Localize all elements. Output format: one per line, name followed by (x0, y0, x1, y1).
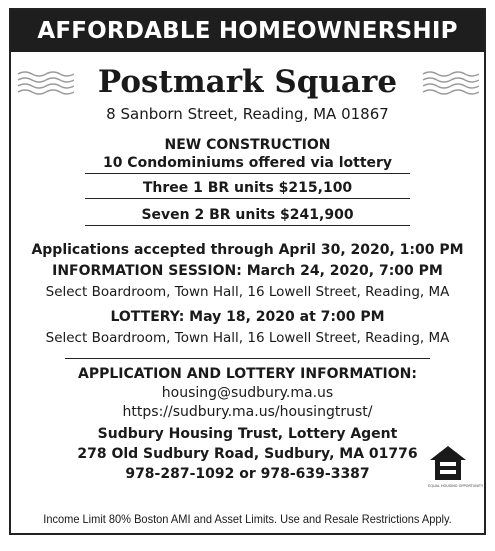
headline-text: AFFORDABLE HOMEOWNERSHIP (37, 18, 458, 44)
application-deadline: Applications accepted through April 30, 2020, 1:00 PM (31, 242, 464, 258)
construction-label: NEW CONSTRUCTION (164, 137, 331, 153)
flyer (9, 8, 486, 535)
title-row (11, 60, 484, 104)
wave-lines-icon (16, 70, 74, 96)
contact-phones: 978-287-1092 or 978-639-3387 (125, 466, 370, 482)
equal-housing-logo (428, 444, 484, 490)
agent-address: 278 Old Sudbury Road, Sudbury, MA 01776 (77, 446, 418, 462)
headline-banner (11, 10, 484, 52)
unit-price-2br: Seven 2 BR units $241,900 (85, 207, 410, 226)
footer-restrictions: Income Limit 80% Boston AMI and Asset Limits. Use and Resale Restrictions Apply. (43, 512, 452, 526)
lottery-date: LOTTERY: May 18, 2020 at 7:00 PM (110, 309, 385, 325)
contact-heading: APPLICATION AND LOTTERY INFORMATION: (78, 366, 417, 382)
lottery-offer: 10 Condominiums offered via lottery (85, 155, 410, 174)
contact-email[interactable]: housing@sudbury.ma.us (161, 385, 334, 401)
equal-housing-caption: EQUAL HOUSING OPPORTUNITY (428, 484, 484, 488)
lottery-agent: Sudbury Housing Trust, Lottery Agent (97, 426, 398, 442)
section-divider (65, 358, 430, 359)
lottery-location: Select Boardroom, Town Hall, 16 Lowell Street, Reading, MA (45, 330, 450, 346)
equal-housing-opportunity-icon (428, 444, 468, 482)
wave-lines-icon (421, 70, 479, 96)
unit-price-1br: Three 1 BR units $215,100 (85, 180, 410, 199)
info-session: INFORMATION SESSION: March 24, 2020, 7:00 PM (52, 263, 443, 279)
property-name: Postmark Square (97, 64, 398, 100)
contact-website[interactable]: https://sudbury.ma.us/housingtrust/ (122, 404, 373, 420)
property-address: 8 Sanborn Street, Reading, MA 01867 (106, 105, 389, 123)
info-session-location: Select Boardroom, Town Hall, 16 Lowell Street, Reading, MA (45, 284, 450, 300)
